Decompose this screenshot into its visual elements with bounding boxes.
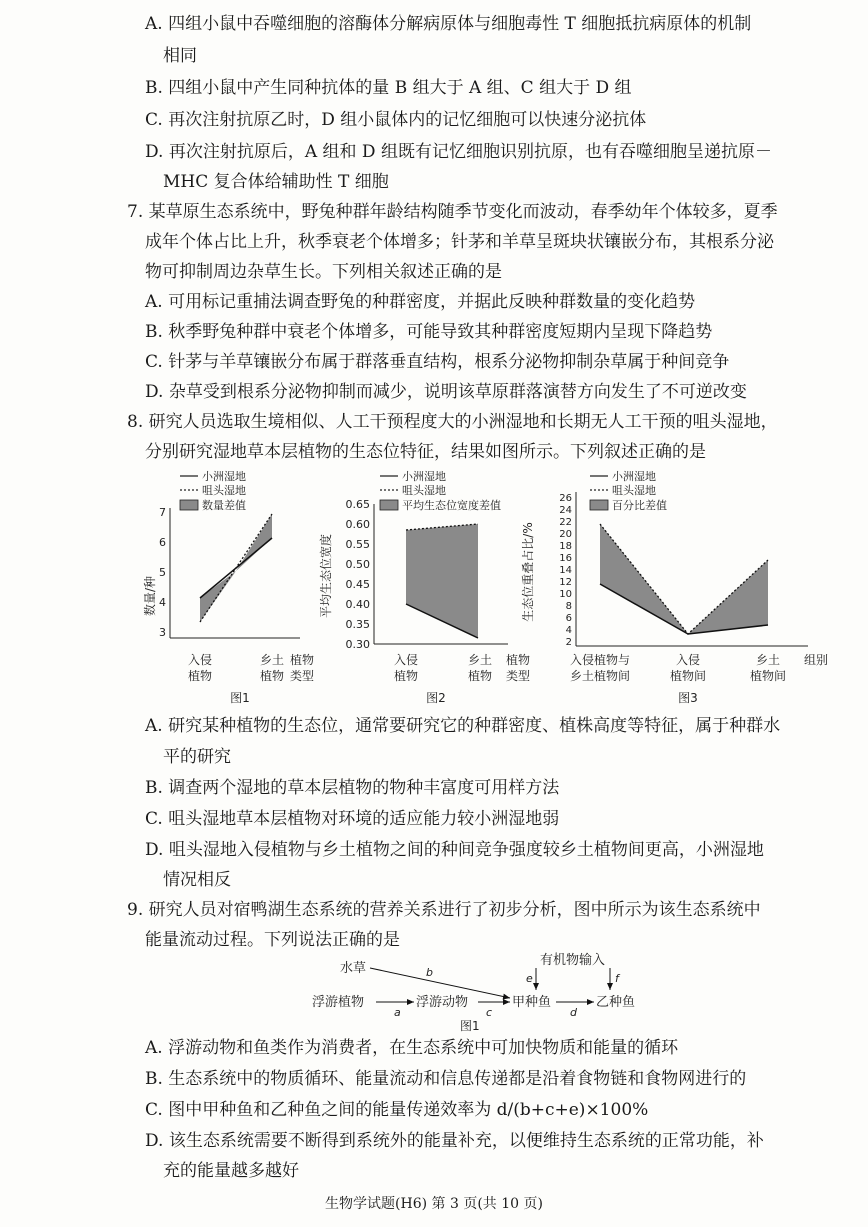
q6-option-b: B. 四组小鼠中产生同种抗体的量 B 组大于 A 组、C 组大于 D 组 xyxy=(145,78,632,98)
fig1-xaxis-2: 类型 xyxy=(289,669,315,683)
label-d: d xyxy=(570,1006,577,1019)
q6-option-a-line1: A. 四组小鼠中吞噬细胞的溶酶体分解病原体与细胞毒性 T 细胞抵抗病原体的机制 xyxy=(145,14,752,34)
fig2-xlabel-right-1: 乡土 xyxy=(467,653,493,667)
figure-1-chart xyxy=(140,468,315,712)
q7-option-d: D. 杂草受到根系分泌物抑制而减少，说明该草原群落演替方向发生了不可逆改变 xyxy=(145,382,747,402)
fig2-ytick: 0.30 xyxy=(345,638,370,651)
q6-option-a-line2: 相同 xyxy=(163,46,197,66)
fig1-xlabel-right-2: 植物 xyxy=(259,669,285,683)
fig1-legend-2: 咀头湿地 xyxy=(202,484,246,497)
fig2-ytick: 0.50 xyxy=(345,558,370,571)
energy-flow-diagram xyxy=(310,952,690,1038)
flow-caption: 图1 xyxy=(460,1019,480,1033)
fig1-xlabel-left-2: 植物 xyxy=(187,669,213,683)
fig2-legend-1: 小洲湿地 xyxy=(402,470,446,483)
fig3-legend-2: 咀头湿地 xyxy=(612,484,656,497)
fig2-xlabel-right-2: 植物 xyxy=(467,669,493,683)
fig3-ytick: 6 xyxy=(565,613,572,624)
fig3-xlabel-1a: 入侵植物与 xyxy=(569,653,631,667)
fig3-legend-1: 小洲湿地 xyxy=(612,470,656,483)
fig3-ytick: 18 xyxy=(559,541,572,552)
fig3-ytick: 2 xyxy=(565,637,572,648)
fig3-ytick: 22 xyxy=(559,517,572,528)
node-fuyouzhiwu: 浮游植物 xyxy=(312,995,365,1010)
fig2-legend-2: 咀头湿地 xyxy=(402,484,446,497)
fig1-ytick: 6 xyxy=(159,536,166,549)
fig2-ytick: 0.60 xyxy=(345,518,370,531)
fig3-ytick: 10 xyxy=(559,589,572,600)
fig1-ytick: 4 xyxy=(159,596,166,609)
fig1-xlabel-right-1: 乡土 xyxy=(259,653,285,667)
q9-option-c: C. 图中甲种鱼和乙种鱼之间的能量传递效率为 d/(b+c+e)×100% xyxy=(145,1100,649,1120)
q8-stem-line1: 8. 研究人员选取生境相似、人工干预程度大的小洲湿地和长期无人工干预的咀头湿地， xyxy=(127,412,778,432)
q7-stem-line3: 物可抑制周边杂草生长。下列相关叙述正确的是 xyxy=(145,262,502,282)
q8-option-d-line1: D. 咀头湿地入侵植物与乡土植物之间的种间竞争强度较乡土植物间更高，小洲湿地 xyxy=(145,840,764,860)
q7-stem-line2: 成年个体占比上升，秋季衰老个体增多；针茅和羊草呈斑块状镶嵌分布，其根系分泌 xyxy=(145,232,774,252)
node-jia: 甲种鱼 xyxy=(512,995,552,1010)
label-c: c xyxy=(486,1006,493,1019)
fig2-ylabel: 平均生态位宽度 xyxy=(319,533,333,619)
fig1-legend-3: 数量差值 xyxy=(202,499,246,512)
fig1-xaxis-1: 植物 xyxy=(289,653,315,667)
fig2-ytick: 0.35 xyxy=(345,618,370,631)
fig3-xlabel-3b: 植物间 xyxy=(749,669,787,683)
q8-option-d-line2: 情况相反 xyxy=(163,870,231,890)
fig1-ytick: 3 xyxy=(159,626,166,639)
page-footer: 生物学试题(H6) 第 3 页(共 10 页) xyxy=(325,1196,543,1212)
fig3-ytick: 14 xyxy=(559,565,572,576)
figure-3-chart xyxy=(518,468,838,712)
q8-option-b: B. 调查两个湿地的草本层植物的物种丰富度可用样方法 xyxy=(145,778,560,798)
fig3-xaxis: 组别 xyxy=(803,653,829,667)
q9-stem-line1: 9. 研究人员对宿鸭湖生态系统的营养关系进行了初步分析，图中所示为该生态系统中 xyxy=(127,900,761,920)
fig3-xlabel-1b: 乡土植物间 xyxy=(569,669,631,683)
fig2-xaxis-1: 植物 xyxy=(505,653,531,667)
label-f: f xyxy=(615,972,619,985)
q6-option-d-line1: D. 再次注射抗原后，A 组和 D 组既有记忆细胞识别抗原，也有吞噬细胞呈递抗原－ xyxy=(145,142,772,162)
q9-stem-line2: 能量流动过程。下列说法正确的是 xyxy=(145,930,400,950)
q7-option-c: C. 针茅与羊草镶嵌分布属于群落垂直结构，根系分泌物抑制杂草属于种间竞争 xyxy=(145,352,730,372)
fig3-ytick: 24 xyxy=(559,505,572,516)
fig3-xlabel-2b: 植物间 xyxy=(669,669,707,683)
fig2-ytick: 0.40 xyxy=(345,598,370,611)
fig1-ytick: 7 xyxy=(159,506,166,519)
fig1-ytick: 5 xyxy=(159,566,166,579)
fig2-xlabel-left-2: 植物 xyxy=(393,669,419,683)
fig1-legend-1: 小洲湿地 xyxy=(202,470,246,483)
q7-option-b: B. 秋季野兔种群中衰老个体增多，可能导致其种群密度短期内呈现下降趋势 xyxy=(145,322,713,342)
fig3-ytick: 16 xyxy=(559,553,572,564)
fig3-ytick: 26 xyxy=(559,493,572,504)
q9-option-d-line2: 充的能量越多越好 xyxy=(163,1161,299,1181)
q6-option-c: C. 再次注射抗原乙时，D 组小鼠体内的记忆细胞可以快速分泌抗体 xyxy=(145,110,647,130)
q8-option-a-line2: 平的研究 xyxy=(163,747,231,767)
q6-option-d-line2: MHC 复合体给辅助性 T 细胞 xyxy=(163,172,389,192)
fig3-ytick: 8 xyxy=(565,601,572,612)
fig3-ytick: 12 xyxy=(559,577,572,588)
fig2-legend-3: 平均生态位宽度差值 xyxy=(402,499,501,512)
fig3-caption: 图3 xyxy=(678,691,698,705)
q8-option-c: C. 咀头湿地草本层植物对环境的适应能力较小洲湿地弱 xyxy=(145,809,560,829)
fig3-ytick: 20 xyxy=(559,529,572,540)
label-b: b xyxy=(426,966,433,979)
fig3-xlabel-3a: 乡土 xyxy=(755,653,781,667)
q9-option-d-line1: D. 该生态系统需要不断得到系统外的能量补充，以便维持生态系统的正常功能，补 xyxy=(145,1131,764,1151)
node-fuyoudongwu: 浮游动物 xyxy=(416,995,469,1010)
fig2-xaxis-2: 类型 xyxy=(505,669,531,683)
node-shuicao: 水草 xyxy=(340,961,367,976)
q7-option-a: A. 可用标记重捕法调查野兔的种群密度，并据此反映种群数量的变化趋势 xyxy=(145,292,696,312)
fig2-xlabel-left-1: 入侵 xyxy=(393,653,419,667)
q8-stem-line2: 分别研究湿地草本层植物的生态位特征，结果如图所示。下列叙述正确的是 xyxy=(145,442,706,462)
fig2-ytick: 0.55 xyxy=(345,538,370,551)
fig3-ytick: 4 xyxy=(565,625,572,636)
q9-option-b: B. 生态系统中的物质循环、能量流动和信息传递都是沿着食物链和食物网进行的 xyxy=(145,1069,747,1089)
fig2-caption: 图2 xyxy=(426,691,446,705)
fig3-xlabel-2a: 入侵 xyxy=(675,653,701,667)
fig3-ylabel: 生态位重叠占比/% xyxy=(521,522,535,622)
node-yi: 乙种鱼 xyxy=(596,995,636,1010)
figure-2-chart xyxy=(318,468,548,712)
q7-stem-line1: 7. 某草原生态系统中，野兔种群年龄结构随季节变化而波动，春季幼年个体较多，夏季 xyxy=(127,202,778,222)
label-e: e xyxy=(526,972,533,985)
fig2-ytick: 0.45 xyxy=(345,578,370,591)
label-a: a xyxy=(394,1006,401,1019)
q8-option-a-line1: A. 研究某种植物的生态位，通常要研究它的种群密度、植株高度等特征，属于种群水 xyxy=(145,716,781,736)
fig1-caption: 图1 xyxy=(230,691,250,705)
fig1-ylabel: 数量/种 xyxy=(143,575,157,617)
fig3-legend-3: 百分比差值 xyxy=(612,499,667,512)
q9-option-a: A. 浮游动物和鱼类作为消费者，在生态系统中可加快物质和能量的循环 xyxy=(145,1038,679,1058)
node-input: 有机物输入 xyxy=(540,953,606,968)
fig2-ytick: 0.65 xyxy=(345,498,370,511)
fig1-xlabel-left-1: 入侵 xyxy=(187,653,213,667)
arrow-b xyxy=(370,968,510,998)
